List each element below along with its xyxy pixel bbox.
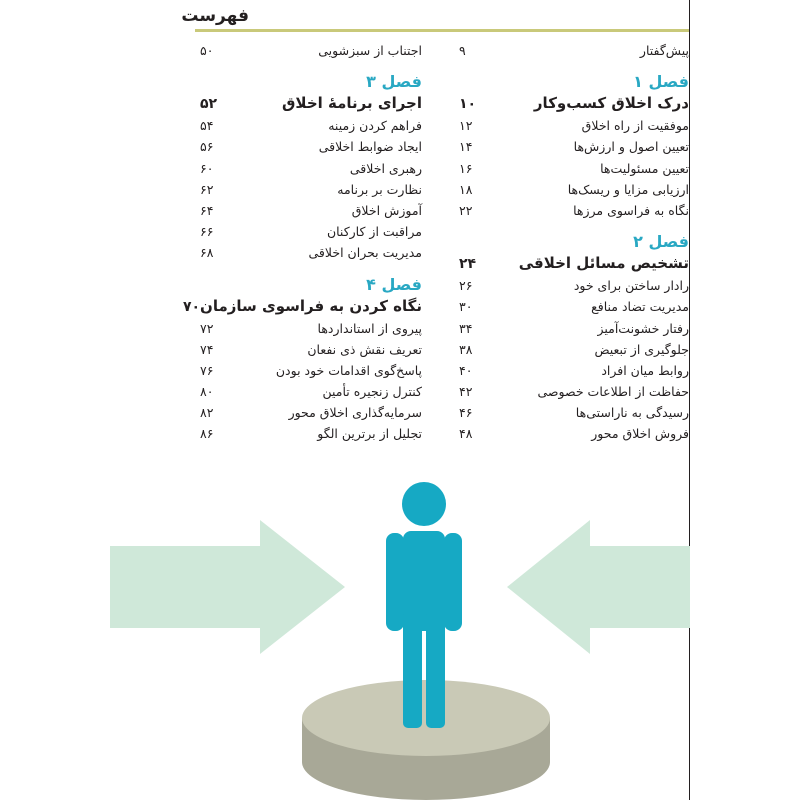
toc-entry[interactable] [200,182,422,203]
entry-title: آموزش اخلاق [351,202,422,218]
toc-entry[interactable] [459,118,689,139]
toc-entry[interactable] [200,245,422,266]
chapter-label: فصل ۲ [633,232,689,252]
toc-entry[interactable] [200,118,422,139]
page-title: فهرست [181,6,249,26]
entry-page: ۲۶ [459,278,473,294]
entry-title: رادار ساختن برای خود [573,278,689,294]
toc-column-right [459,43,689,448]
toc-entry[interactable] [200,321,422,342]
chapter-label: فصل ۳ [366,72,422,92]
toc-entry[interactable] [459,278,689,299]
right-arrow-shape [507,520,690,654]
entry-page: ۷۶ [200,362,214,378]
entry-title: رهبری اخلاقی [349,160,422,176]
toc-entry[interactable] [459,203,689,224]
entry-page: ۱۶ [459,160,473,176]
entry-title: کنترل زنجیره تأمین [322,384,422,400]
entry-page: ۶۰ [200,160,214,176]
chapter-page: ۱۰ [459,96,477,113]
toc-entry[interactable] [459,426,689,447]
entry-page: ۳۰ [459,299,473,315]
entry-page: ۵۰ [200,43,214,58]
entry-page: ۸۰ [200,384,214,400]
toc-entry[interactable] [200,203,422,224]
chapter-title: تشخیص مسائل اخلاقی [518,254,689,273]
entry-page: ۵۶ [200,139,214,155]
toc-entry[interactable] [459,405,689,426]
chapter-title-entry[interactable] [459,254,689,278]
entry-title: ایجاد ضوابط اخلاقی [318,139,422,155]
entry-page: ۲۲ [459,202,473,218]
chapter-page: ۲۴ [459,256,477,273]
entry-page: ۹ [459,43,466,58]
chapter-label: فصل ۱ [633,72,689,92]
entry-title: اجتناب از سبزشویی [318,43,422,58]
entry-page: ۶۴ [200,202,214,218]
chapter-page: ۷۰ [182,298,201,315]
entry-title: پیروی از استانداردها [317,320,422,336]
entry-page: ۳۴ [459,320,473,336]
toc-entry[interactable] [459,161,689,182]
chapter-label: فصل ۴ [366,274,422,294]
entry-title: حفاظت از اطلاعات خصوصی [537,384,689,400]
toc-entry-preface[interactable] [459,43,689,64]
toc-entry[interactable] [200,405,422,426]
chapter-title: اجرای برنامهٔ اخلاق [282,94,422,113]
entry-page: ۱۲ [459,118,473,134]
left-arrow-shape [110,520,345,654]
entry-page: ۴۸ [459,426,473,442]
toc-entry[interactable] [200,224,422,245]
entry-title: روابط میان افراد [601,362,689,378]
entry-page: ۱۴ [459,139,473,155]
entry-page: ۶۲ [200,181,214,197]
entry-page: ۴۰ [459,362,473,378]
toc-entry[interactable] [459,299,689,320]
toc-entry[interactable] [200,43,422,64]
toc-entry[interactable] [200,363,422,384]
entry-page: ۴۲ [459,384,473,400]
entry-page: ۳۸ [459,341,473,357]
toc-entry[interactable] [200,161,422,182]
entry-title: تعیین مسئولیت‌ها [600,160,689,176]
entry-title: پیش‌گفتار [639,43,689,58]
entry-page: ۸۲ [200,405,214,421]
entry-title: مدیریت بحران اخلاقی [308,245,422,261]
entry-title: رفتار خشونت‌آمیز [597,320,689,336]
toc-entry[interactable] [459,139,689,160]
entry-title: پاسخ‌گوی اقدامات خود بودن [275,362,422,378]
entry-page: ۵۴ [200,118,214,134]
chapter-page: ۵۲ [200,96,218,113]
entry-page: ۷۴ [200,341,214,357]
entry-title: تعریف نقش ذی نفعان [307,341,422,357]
toc-entry[interactable] [459,342,689,363]
chapter-title-entry[interactable] [182,296,422,321]
entry-page: ۱۸ [459,181,473,197]
entry-title: نگاه به فراسوی مرزها [573,202,689,218]
entry-title: سرمایه‌گذاری اخلاق محور [288,405,422,421]
entry-title: مراقبت از کارکنان [326,224,422,240]
entry-title: ارزیابی مزایا و ریسک‌ها [567,181,689,197]
illustration [0,480,800,800]
chapter-title: نگاه کردن به فراسوی سازمان [200,296,422,315]
entry-title: تعیین اصول و ارزش‌ها [573,139,689,155]
toc-entry[interactable] [459,321,689,342]
entry-title: نظارت بر برنامه [337,181,422,197]
entry-page: ۸۶ [200,426,214,442]
toc-entry[interactable] [200,426,422,447]
chapter-title-entry[interactable] [200,94,422,118]
entry-title: فروش اخلاق محور [591,426,689,442]
entry-page: ۶۸ [200,245,214,261]
entry-page: ۶۶ [200,224,214,240]
entry-title: رسیدگی به ناراستی‌ها [575,405,689,421]
toc-entry[interactable] [200,384,422,405]
entry-page: ۷۲ [200,320,214,336]
entry-title: مدیریت تضاد منافع [591,299,689,315]
entry-page: ۴۶ [459,405,473,421]
entry-title: فراهم کردن زمینه [328,118,422,134]
toc-entry[interactable] [459,363,689,384]
entry-title: موفقیت از راه اخلاق [581,118,689,134]
toc-entry[interactable] [459,384,689,405]
entry-title: تجلیل از برترین الگو [317,426,422,442]
chapter-title: درک اخلاق کسب‌وکار [533,94,689,113]
header-rule [195,29,689,32]
toc-entry[interactable] [200,342,422,363]
toc-entry[interactable] [459,182,689,203]
toc-column-left [182,43,422,448]
entry-title: جلوگیری از تبعیض [594,341,689,357]
toc-entry[interactable] [200,139,422,160]
chapter-title-entry[interactable] [459,94,689,118]
